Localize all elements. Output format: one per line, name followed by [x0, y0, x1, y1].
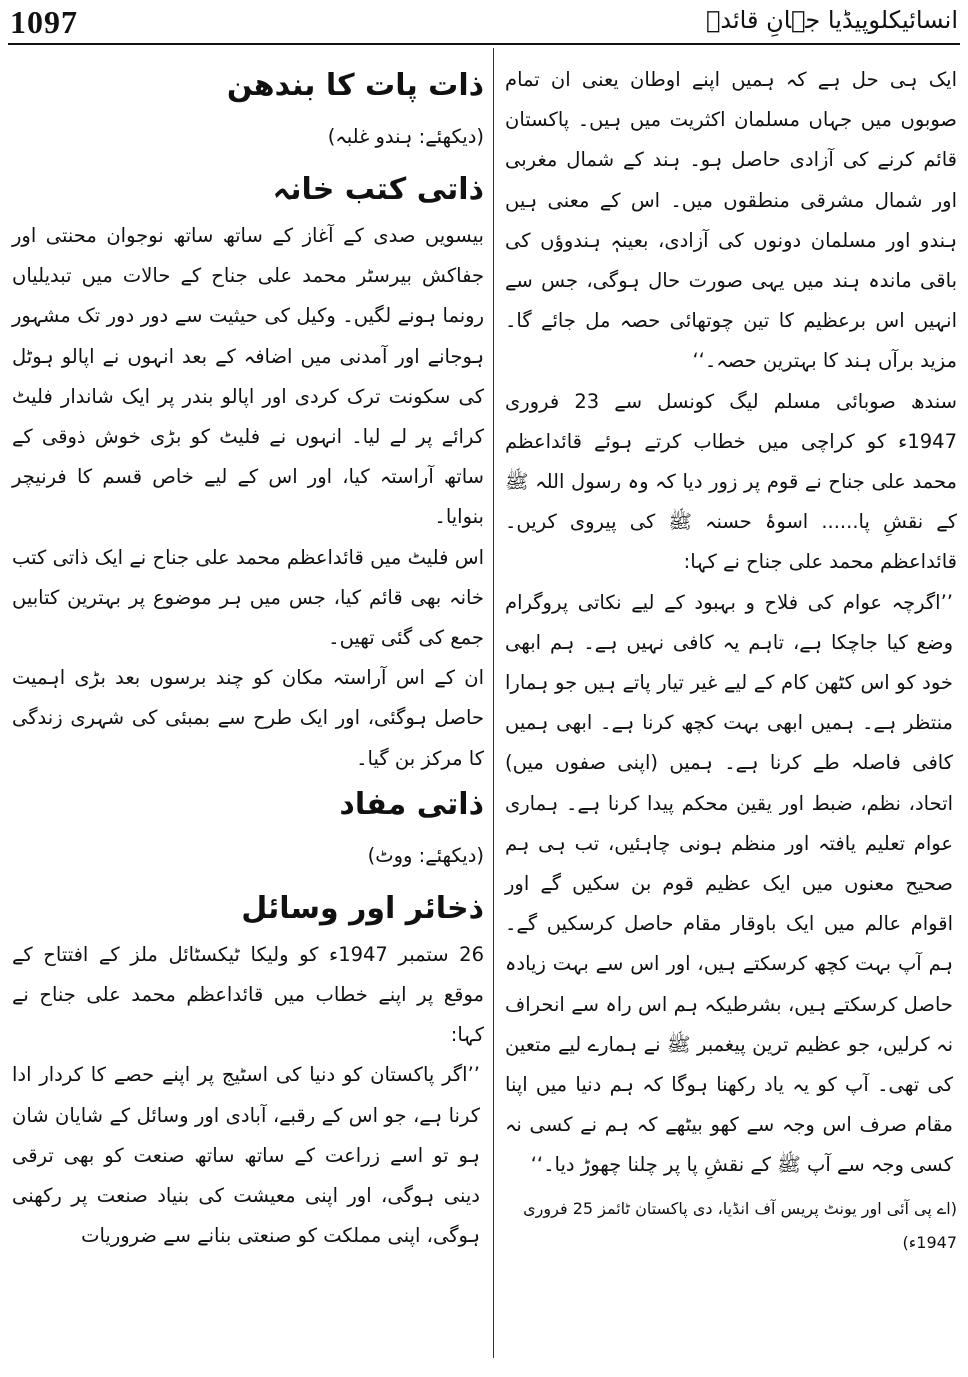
paragraph: اس فلیٹ میں قائداعظم محمد علی جناح نے ایک ذاتی کتب خانہ بھی قائم کیا، جس میں ہر موضوع پر بہترین کتابیں جمع کی گئی تھیں۔ — [12, 545, 484, 650]
quote: ’’اگر پاکستان کو دنیا کی اسٹیج پر اپنے حصے کا کردار ادا کرنا ہے، جو اس کے رقبے، آبادی اور وسائل کے شایان شان ہو تو اسے زراعت کے ساتھ ساتھ صنعت کو بھی ترقی دینی ہوگی، اور اپنی معیشت کی بنیاد صنعت پر رکھنی ہوگی، اپنی مملکت کو صنعتی بنانے سے ضروریات — [12, 1063, 480, 1248]
column-divider — [493, 48, 494, 1358]
paragraph: بیسویں صدی کے آغاز کے ساتھ ساتھ نوجوان محنتی اور جفاکش بیرسٹر محمد علی جناح کے حالات میں تبدیلیاں رونما ہونے لگیں۔ وکیل کی حیثیت سے دور دور تک مشہور ہوجانے اور آمدنی میں اضافہ کے بعد انہوں نے اپالو ہوٹل کی سکونت ترک کردی اور اپالو بندر پر ایک شاندار فلیٹ کرائے پر لے لیا۔ انہوں نے فلیٹ کو بڑی خوش ذوقی کے ساتھ آراستہ کیا، اور اس کے لیے خاص قسم کا فرنیچر بنوایا۔ — [12, 224, 484, 529]
citation: (اے پی آئی اور یونٹ پریس آف انڈیا، دی پاکستان ٹائمز 25 فروری 1947ء) — [523, 1198, 957, 1252]
header-rule — [8, 43, 960, 45]
entry-heading: ذات پات کا بندھن — [226, 68, 484, 103]
quote: ’’اگرچہ عوام کی فلاح و بہبود کے لیے نکاتی پروگرام وضع کیا جاچکا ہے، تاہم یہ کافی نہیں ہے۔ ہم ابھی خود کو اس کٹھن کام کے لیے غیر تیار پاتے ہیں جو ہمارا منتظر ہے۔ ہمیں ابھی بہت کچھ کرنا ہے۔ ابھی ہمیں کافی فاصلہ طے کرنا ہے۔ ہمیں (اپنی صفوں میں) اتحاد، نظم، ضبط اور یقین محکم پیدا کرنا ہے۔ ہماری عوام تعلیم یافتہ اور منظم ہونی چاہئیں، تب ہی ہم صحیح معنوں میں ایک عظیم قوم بن سکیں گے اور اقوام عالم میں ایک باوقار مقام حاصل کرسکیں گے۔ ہم آپ بہت کچھ کرسکتے ہیں، اور اس سے بہت زیادہ حاصل کرسکتے ہیں، بشرطیکہ ہم اس راہ سے انحراف نہ کرلیں، جو عظیم ترین پیغمبر ﷺ نے ہمارے لیے متعین کی تھی۔ آپ کو یہ یاد رکھنا ہوگا کہ ہم دنیا میں اپنا مقام صرف اس وجہ سے کھو بیٹھے کہ ہم نے کسی نہ کسی وجہ سے آپ ﷺ کے نقشِ پا پر چلنا چھوڑ دیا۔‘‘ — [505, 590, 953, 1177]
entry-heading: ذاتی مفاد — [339, 786, 484, 822]
cross-reference: (دیکھئے: ووٹ) — [367, 843, 484, 867]
entry-heading: ذخائر اور وسائل — [241, 890, 484, 926]
entry-heading: ذاتی کتب خانہ — [272, 172, 484, 207]
running-title: انسائیکلوپیڈیا جہانِ قائدؒ — [706, 6, 958, 34]
paragraph: سندھ صوبائی مسلم لیگ کونسل سے 23 فروری 1947ء کو کراچی میں خطاب کرتے ہوئے قائداعظم محمد علی جناح نے قوم پر زور دیا کہ وہ رسول اللہ ﷺ کے نقشِ پا...... اسوۂ حسنہ ﷺ کی پیروی کریں۔ قائداعظم محمد علی جناح نے کہا: — [505, 389, 957, 574]
page-header — [0, 0, 968, 48]
paragraph: 26 ستمبر 1947ء کو ولیکا ٹیکسٹائل ملز کے افتتاح کے موقع پر اپنے خطاب میں قائداعظم محمد علی جناح نے کہا: — [12, 942, 484, 1047]
paragraph: ان کے اس آراستہ مکان کو چند برسوں بعد بڑی اہمیت حاصل ہوگئی، اور ایک طرح سے بمبئی کی شہری زندگی کا مرکز بن گیا۔ — [12, 666, 484, 770]
cross-reference: (دیکھئے: ہندو غلبہ) — [327, 125, 484, 148]
page-number: 1097 — [10, 4, 78, 40]
right-column — [505, 60, 957, 1260]
paragraph: ایک ہی حل ہے کہ ہمیں اپنے اوطان یعنی ان تمام صوبوں میں جہاں مسلمان اکثریت میں ہیں۔ پاکستان قائم کرنے کی آزادی حاصل ہو۔ ہند کے شمال مغربی اور شمال مشرقی منطقوں میں۔ اس کے معنی ہیں ہندو اور مسلمان دونوں کی آزادی، بعینہٖ ہندوؤں کی باقی ماندہ ہند میں یہی صورت حال ہوگی، جس سے انہیں اس برعظیم کا تین چوتھائی حصہ مل جائے گا۔ مزید برآں ہند کا بہترین حصہ۔‘‘ — [505, 68, 957, 373]
left-column — [12, 60, 484, 1256]
